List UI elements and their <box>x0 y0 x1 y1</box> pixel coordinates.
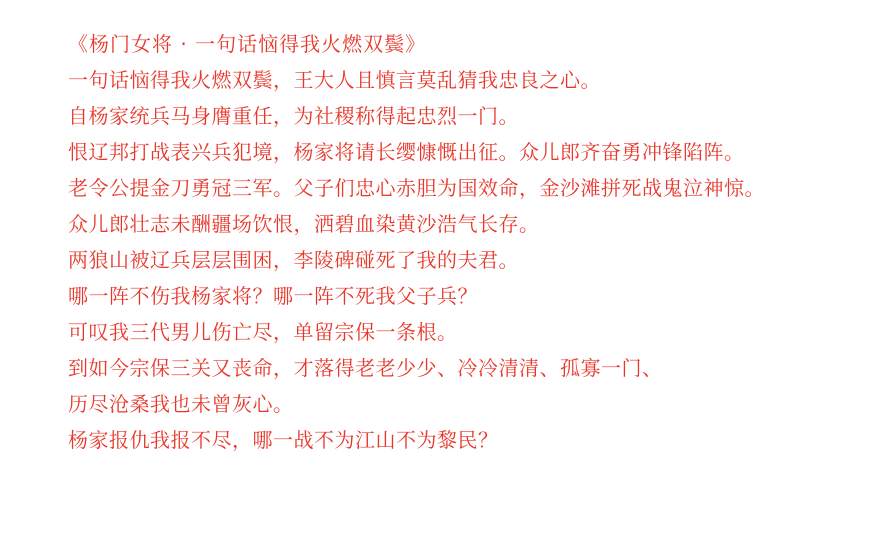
lyric-line-10: 历尽沧桑我也未曾灰心。 <box>68 392 294 416</box>
lyric-line-6: 两狼山被辽兵层层围困，李陵碑碰死了我的夫君。 <box>68 248 519 272</box>
lyric-line-7: 哪一阵不伤我杨家将？哪一阵不死我父子兵？ <box>68 284 478 308</box>
lyric-line-1: 一句话恼得我火燃双鬓，王大人且慎言莫乱猜我忠良之心。 <box>68 68 601 92</box>
lyric-line-9: 到如今宗保三关又丧命，才落得老老少少、冷冷清清、孤寡一门、 <box>68 356 663 380</box>
lyric-line-5: 众儿郎壮志未酬疆场饮恨，洒碧血染黄沙浩气长存。 <box>68 212 540 236</box>
lyric-line-4: 老令公提金刀勇冠三军。父子们忠心赤胆为国效命，金沙滩拼死战鬼泣神惊。 <box>68 176 765 200</box>
document-title: 《杨门女将 · 一句话恼得我火燃双鬓》 <box>68 32 427 56</box>
lyric-line-11: 杨家报仇我报不尽，哪一战不为江山不为黎民？ <box>68 428 499 452</box>
lyric-line-3: 恨辽邦打战表兴兵犯境，杨家将请长缨慷慨出征。众儿郎齐奋勇冲锋陷阵。 <box>68 140 745 164</box>
lyric-line-8: 可叹我三代男儿伤亡尽，单留宗保一条根。 <box>68 320 458 344</box>
lyric-line-2: 自杨家统兵马身膺重任，为社稷称得起忠烈一门。 <box>68 104 519 128</box>
